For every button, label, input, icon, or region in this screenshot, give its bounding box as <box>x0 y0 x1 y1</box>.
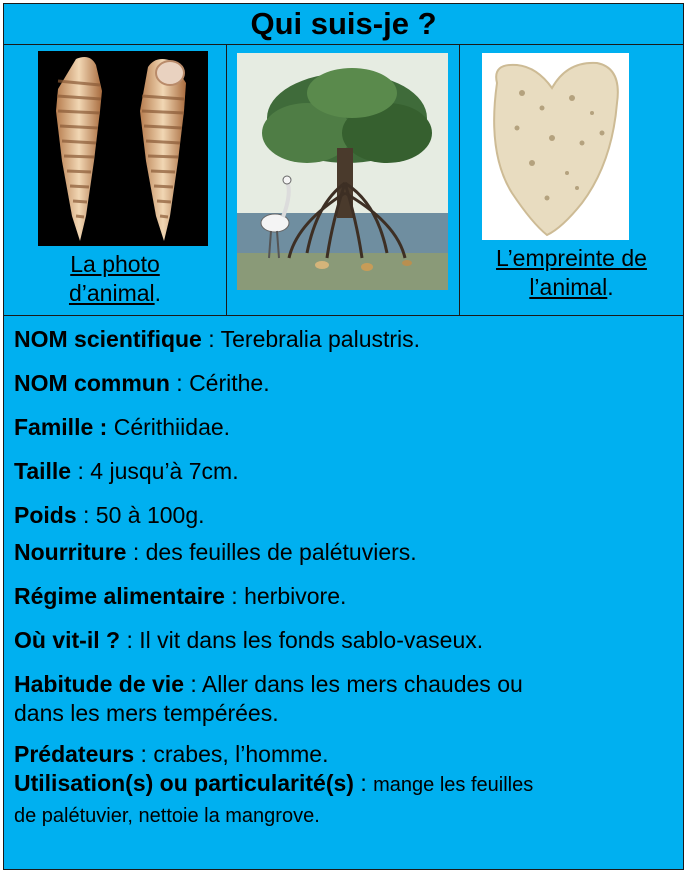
field-lifestyle: Habitude de vie : Aller dans les mers chaudes ou <box>14 671 523 697</box>
card-title: Qui suis-je ? <box>4 4 683 45</box>
field-uses-cont: de palétuvier, nettoie la mangrove. <box>14 805 320 827</box>
print-drawing <box>482 53 629 240</box>
field-diet: Régime alimentaire : herbivore. <box>14 583 347 609</box>
field-uses: Utilisation(s) ou particularité(s) : mange les feuilles <box>14 770 534 796</box>
shell-illustration <box>38 51 208 246</box>
field-habitat: Où vit-il ? : Il vit dans les fonds sablo-vaseux. <box>14 627 484 653</box>
print-cell <box>460 45 683 315</box>
print-caption-line2: l’animal <box>529 274 608 300</box>
field-food: Nourriture : des feuilles de palétuviers. <box>14 539 417 565</box>
print-image <box>482 53 629 240</box>
print-caption <box>460 244 683 302</box>
mangrove-illustration <box>237 53 448 290</box>
field-predators: Prédateurs : crabes, l’homme. <box>14 741 329 767</box>
shell-caption-period: . <box>154 280 162 306</box>
shell-caption-line2: d’animal <box>68 280 155 306</box>
print-caption-period: . <box>607 274 614 300</box>
field-family: Famille : Cérithiidae. <box>14 414 231 440</box>
field-scientific-name: NOM scientifique : Terebralia palustris. <box>14 326 421 352</box>
shell-photo-caption <box>4 250 226 308</box>
field-lifestyle-cont: dans les mers tempérées. <box>14 700 279 726</box>
info-section <box>14 325 679 831</box>
shell-photo-cell <box>4 45 227 315</box>
mangrove-drawing <box>237 53 448 290</box>
shell-caption-line1: La photo <box>70 251 160 277</box>
mangrove-cell <box>227 45 460 315</box>
shell-photo <box>38 51 208 246</box>
identity-card <box>3 3 684 870</box>
field-weight: Poids : 50 à 100g. <box>14 502 205 528</box>
print-caption-line1: L’empreinte de <box>496 245 647 271</box>
field-common-name: NOM commun : Cérithe. <box>14 370 270 396</box>
field-size: Taille : 4 jusqu’à 7cm. <box>14 458 239 484</box>
image-row <box>4 45 683 316</box>
